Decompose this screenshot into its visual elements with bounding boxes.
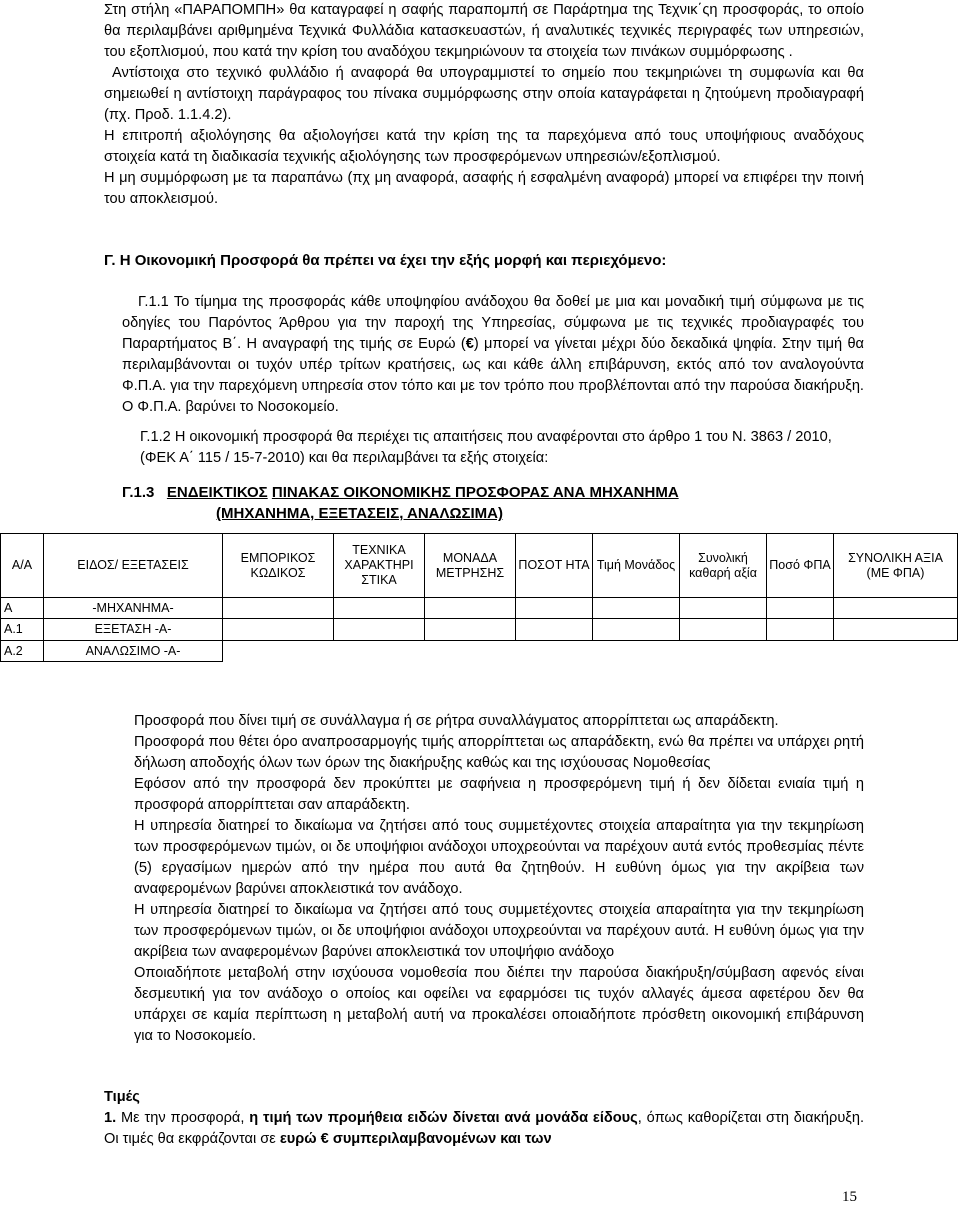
row-code: Α [1, 598, 44, 619]
clause-g-1-3 [122, 482, 864, 524]
column-header: ΕΜΠΟΡΙΚΟΣ ΚΩΔΙΚΟΣ [223, 534, 334, 598]
column-header: ΕΙΔΟΣ/ ΕΞΕΤΑΣΕΙΣ [44, 534, 223, 598]
intro-paragraph: Στη στήλη «ΠΑΡΑΠΟΜΠΗ» θα καταγραφεί η σαφής παραπομπή σε Παράρτημα της Τεχνικ΄ςη προσφοράς, το οποίο θα περιλαμβάνει αριθμημένα Τεχνικά Φυλλάδια κατασκευαστών, ή αναλυτικές τεχνικές περιγραφές των υπηρεσιών, του εξοπλισμού, που κατά την κρίση του αναδόχου τεκμηριώνουν τα στοιχεία των πινάκων συμμόρφωσης . [104, 2, 864, 60]
clause-text: Γ.1.1 Το τίμημα της προσφοράς κάθε υποψηφίου ανάδοχου θα δοθεί με μια και μοναδική τιμή σύμφωνα με τις οδηγίες του Παρόντος Άρθρου για την παροχή της Υπηρεσίας, σύμφωνα με τις τεχνικές προδιαγραφές του Παραρτήματος Β΄. Η αναγραφή της τιμής σε Ευρώ ( [122, 294, 864, 352]
column-header: Συνολική καθαρή αξία [680, 534, 767, 598]
column-header: ΤΕΧΝΙΚΑ ΧΑΡΑΚΤΗΡΙ ΣΤΙΚΑ [334, 534, 425, 598]
clause-emphasis: ευρώ € συμπεριλαμβανομένων και των [279, 1131, 552, 1147]
financial-offer-table [0, 533, 958, 662]
clause-g-1-1 [122, 292, 864, 418]
clause-title-part: ΕΝΔΕΙΚΤΙΚΟΣ [166, 484, 268, 501]
column-header: Ποσό ΦΠΑ [767, 534, 834, 598]
page-number: 15 [842, 1189, 857, 1205]
note-paragraph: Προσφορά που θέτει όρο αναπροσαρμογής τιμής απορρίπτεται ως απαράδεκτη, ενώ θα πρέπει να υπάρχει ρητή δήλωση αποδοχής όλων των όρων της διακήρυξης καθώς και της ισχύουσας Νομοθεσίας [134, 734, 864, 771]
column-header: ΠΟΣΟΤ ΗΤΑ [516, 534, 593, 598]
note-paragraph: Οποιαδήποτε μεταβολή στην ισχύουσα νομοθεσία που διέπει την παρούσα διακήρυξη/σύμβαση αφενός είναι δεσμευτική για τον ανάδοχο ο οποίος και οφείλει να εφαρμόσει τις τυχόν αλλαγές άμεσα αφετέρου δεν θα υπάρχει σε καμία περίπτωση η μεταβολή αυτή να προκαλέσει οποιαδήποτε πρόσθετη οικονομική επιβάρυνση για το Νοσοκομείο. [134, 965, 864, 1044]
row-item: ΕΞΕΤΑΣΗ -Α- [44, 619, 223, 641]
section-heading: Γ. Η Οικονομική Προσφορά θα πρέπει να έχει την εξής μορφή και περιεχόμενο: [104, 252, 667, 269]
clause-subtitle: (ΜΗΧΑΝΗΜΑ, ΕΞΕΤΑΣΕΙΣ, ΑΝΑΛΩΣΙΜΑ) [216, 505, 504, 522]
note-paragraph: Η υπηρεσία διατηρεί το δικαίωμα να ζητήσει από τους συμμετέχοντες στοιχεία απαραίτητα για την τεκμηρίωση των προσφερόμενων τιμών, οι δε υποψήφιοι ανάδοχοι υποχρεούνται να παρέχουν αυτά. Η ευθύνη όμως για την ακρίβεια των αναφερομένων βαρύνει αποκλειστικά τον υποψήφιο ανάδοχο [134, 902, 864, 960]
row-code: Α.2 [1, 641, 44, 662]
note-paragraph: Η υπηρεσία διατηρεί το δικαίωμα να ζητήσει από τους συμμετέχοντες στοιχεία απαραίτητα για την τεκμηρίωση των προσφερόμενων τιμών, οι δε υποψήφιοι ανάδοχοι υποχρεούνται να παρέχουν αυτά εντός προθεσμίας πέντε (5) εργασίμων ημερών από την ημέρα που αυτά θα ζητηθούν. Η ευθύνη όμως για την ακρίβεια των αναφερομένων βαρύνει αποκλειστικά τον ανάδοχο. [134, 818, 864, 897]
intro-paragraph: Αντίστοιχα στο τεχνικό φυλλάδιο ή αναφορά θα υπογραμμιστεί το σημείο που τεκμηριώνει τη συμφωνία και θα σημειωθεί η αντίστοιχη παράγραφος του πίνακα συμμόρφωσης στην οποία καταγράφεται η ζητούμενη προδιαγραφή (πχ. Προδ. 1.1.4.2). [104, 65, 864, 123]
table-row [1, 641, 958, 662]
clause-g-1-2: Γ.1.2 Η οικονομική προσφορά θα περιέχει τις απαιτήσεις που αναφέρονται στο άρθρο 1 του Ν. 3863 / 2010, (ΦΕΚ Α΄ 115 / 15-7-2010) και θα περιλαμβάνει τα εξής στοιχεία: [140, 429, 832, 466]
row-code: Α.1 [1, 619, 44, 641]
clause-title-part: ΠΙΝΑΚΑΣ ΟΙΚΟΝΟΜΙΚΗΣ ΠΡΟΣΦΟΡΑΣ ΑΝΑ ΜΗΧΑΝΗΜΑ [271, 484, 679, 501]
euro-sign: € [465, 336, 474, 352]
row-item: -ΜΗΧΑΝΗΜΑ- [44, 598, 223, 619]
table-header-row [1, 534, 958, 598]
intro-paragraph: Η μη συμμόρφωση με τα παραπάνω (πχ μη αναφορά, ασαφής ή εσφαλμένη αναφορά) μπορεί να επιφέρει την ποινή του αποκλεισμού. [104, 170, 864, 207]
column-header: ΣΥΝΟΛΙΚΗ ΑΞΙΑ (ΜΕ ΦΠΑ) [834, 534, 958, 598]
intro-paragraph: Η επιτροπή αξιολόγησης θα αξιολογήσει κατά την κρίση της τα παρεχόμενα από τους υποψήφιους αναδόχους στοιχεία κατά τη διαδικασία τεχνικής αξιολόγησης των προσφερόμενων υπηρεσιών/εξοπλισμού. [104, 128, 864, 165]
clause-text: Με την προσφορά, [116, 1110, 250, 1126]
note-paragraph: Εφόσον από την προσφορά δεν προκύπτει με σαφήνεια η προσφερόμενη τιμή ή δεν δίδεται ενιαία τιμή η προσφορά απορρίπτεται σαν απαράδεκτη. [134, 776, 864, 813]
note-paragraph: Προσφορά που δίνει τιμή σε συνάλλαγμα ή σε ρήτρα συναλλάγματος απορρίπτεται ως απαράδεκτη. [134, 713, 779, 729]
prices-clause-1 [104, 1108, 864, 1150]
clause-text: ) μπορεί να γίνεται μέχρι δύο δεκαδικά ψηφία. Στην τιμή θα περιλαμβάνονται οι τυχόν υπέρ τρίτων κρατήσεις, ως και κάθε άλλη επιβάρυνση, εκτός από τον αναλογούντα Φ.Π.Α. για την παρεχόμενη υπηρεσία στον τόπο και με τον τρόπο που προβλέπονται από την παρούσα διακήρυξη. Ο Φ.Π.Α. βαρύνει το Νοσοκομείο. [122, 336, 864, 415]
column-header: Α/Α [1, 534, 44, 598]
clause-number: Γ.1.3 [122, 484, 155, 501]
row-item: ΑΝΑΛΩΣΙΜΟ -Α- [44, 641, 223, 662]
prices-heading: Τιμές [104, 1089, 140, 1105]
offer-notes [134, 711, 864, 1047]
clause-text: , όπως καθορίζεται στη διακήρυξη. Οι τιμές θα εκφράζονται σε [104, 1110, 865, 1147]
table-row [1, 619, 958, 641]
column-header: Τιμή Μονάδος [593, 534, 680, 598]
clause-number: 1. [104, 1110, 117, 1126]
clause-emphasis: η τιμή των προμήθεια ειδών δίνεται ανά μονάδα είδους [249, 1110, 638, 1126]
table-row [1, 598, 958, 619]
intro-block [104, 0, 864, 210]
column-header: ΜΟΝΑΔΑ ΜΕΤΡΗΣΗΣ [425, 534, 516, 598]
